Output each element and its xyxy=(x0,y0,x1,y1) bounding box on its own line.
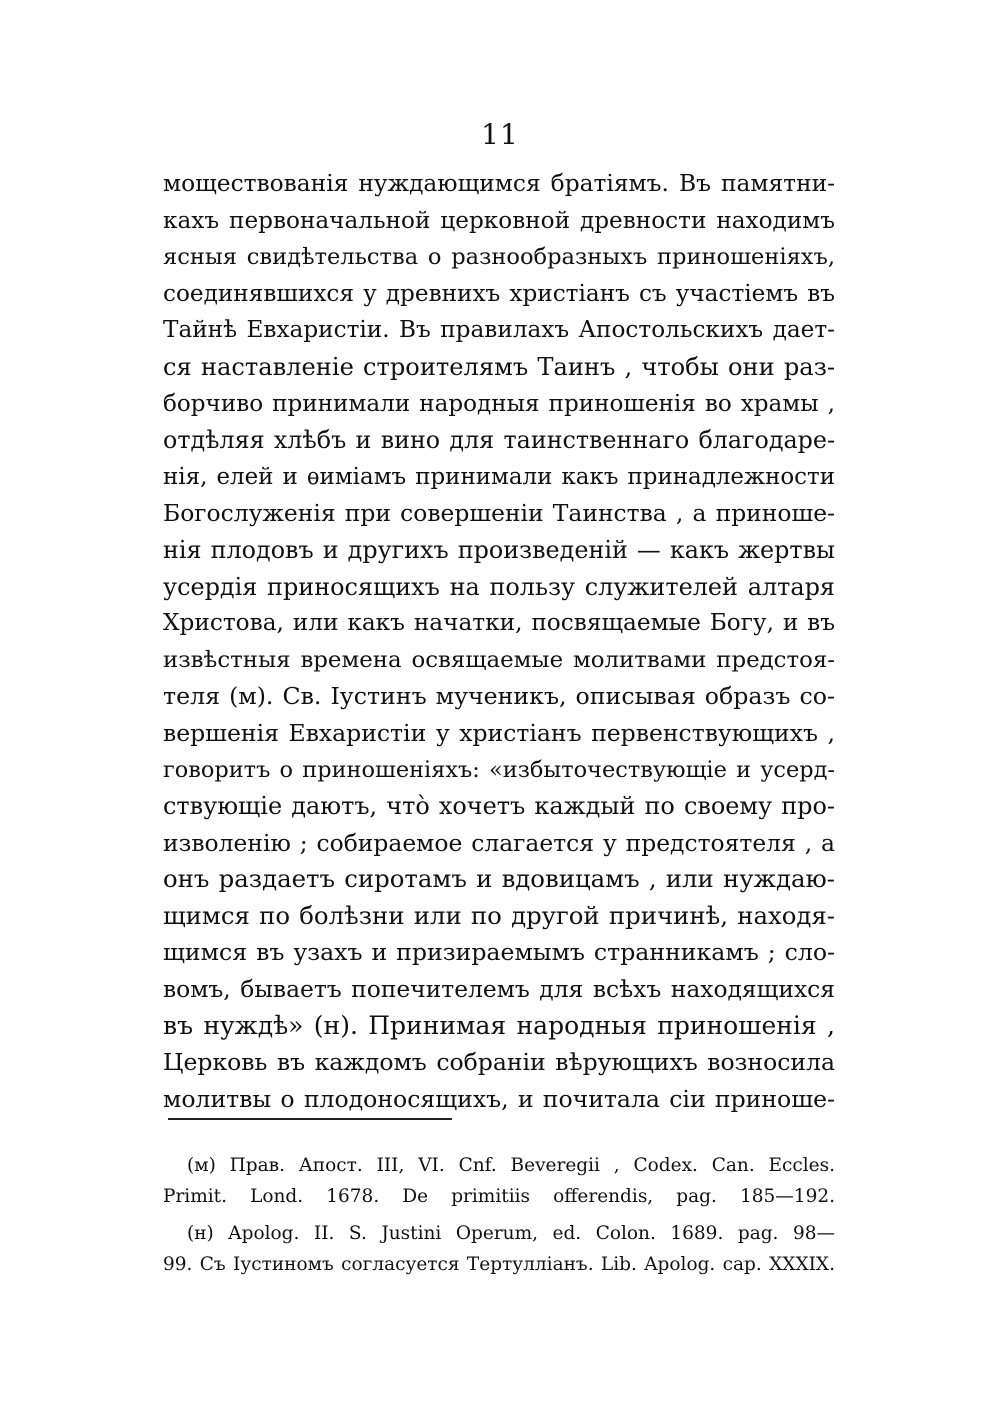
text-line: нія плодовъ и другихъ произведеній — какъ жертвы xyxy=(163,535,835,564)
text-line: Богослуженія при совершеніи Таинства , а приноше- xyxy=(163,499,835,528)
text-line: Тайнѣ Евхаристіи. Въ правилахъ Апостольскихъ дает- xyxy=(163,317,835,344)
text-line: теля (м). Св. Іустинъ мученикъ, описывая образъ со- xyxy=(163,682,835,711)
body-text xyxy=(163,166,835,1117)
text-line: кахъ первоначальной церковной древности находимъ xyxy=(163,207,835,234)
text-line: ся наставленіе строителямъ Таинъ , чтобы они раз- xyxy=(163,352,835,381)
footnote-m-line-1: (м) Прав. Апост. III, VI. Cnf. Beveregii , Codex. Can. Eccles. xyxy=(187,1155,835,1176)
text-line: говоритъ о приношеніяхъ: «избыточествующіе и усерд- xyxy=(163,756,835,783)
text-line: ствующіе даютъ, что̀ хочетъ каждый по своему про- xyxy=(163,792,835,821)
text-line: отдѣляя хлѣбъ и вино для таинственнаго благодаре- xyxy=(163,426,835,455)
text-line: въ нуждѣ» (н). Принимая народныя приношенія , xyxy=(163,1010,835,1040)
footnote-m-line-2: Primit. Lond. 1678. De primitiis offerendis, pag. 185—192. xyxy=(163,1186,835,1207)
footnotes xyxy=(163,1150,835,1280)
text-line: онъ раздаетъ сиротамъ и вдовицамъ , или нуждаю- xyxy=(163,864,835,894)
text-line: изволенію ; собираемое слагается у предстоятеля , а xyxy=(163,828,835,857)
text-line: моществованія нуждающимся братіямъ. Въ памятни- xyxy=(163,170,835,197)
text-line: вершенія Евхаристіи у христіанъ первенствующихъ , xyxy=(163,718,835,747)
footnote-n-line-1: (н) Apolog. II. S. Justini Operum, ed. Colon. 1689. pag. 98— xyxy=(187,1223,835,1244)
text-line: Христова, или какъ начатки, посвящаемые Богу, и въ xyxy=(163,609,835,637)
text-line: ясныя свидѣтельства о разнообразныхъ приношеніяхъ, xyxy=(163,244,835,271)
text-line: борчиво принимали народныя приношенія во храмы , xyxy=(163,390,835,417)
text-line: Церковь въ каждомъ собраніи вѣрующихъ возносила xyxy=(163,1048,835,1077)
text-line: вомъ, бываетъ попечителемъ для всѣхъ находящихся xyxy=(163,975,835,1004)
text-line: нія, елей и ѳиміамъ принимали какъ принадлежности xyxy=(163,463,835,490)
footnote-n-line-2: 99. Съ Іустиномъ согласуется Тертулліанъ. Lib. Apolog. cap. XXXIX. xyxy=(163,1254,835,1275)
text-line: щимся въ узахъ и призираемымъ странникамъ ; сло- xyxy=(163,938,835,967)
text-line: извѣстныя времена освящаемые молитвами предстоя- xyxy=(163,646,835,673)
text-line: соединявшихся у древнихъ христіанъ съ участіемъ въ xyxy=(163,280,835,307)
footnote-rule xyxy=(168,1118,452,1120)
text-line: молитвы о плодоносящихъ, и почитала сіи приноше- xyxy=(163,1084,835,1113)
text-line: щимся по болѣзни или по другой причинѣ, находя- xyxy=(163,900,835,930)
text-line: усердія приносящихъ на пользу служителей алтаря xyxy=(163,572,835,601)
page-number: 11 xyxy=(481,118,519,151)
